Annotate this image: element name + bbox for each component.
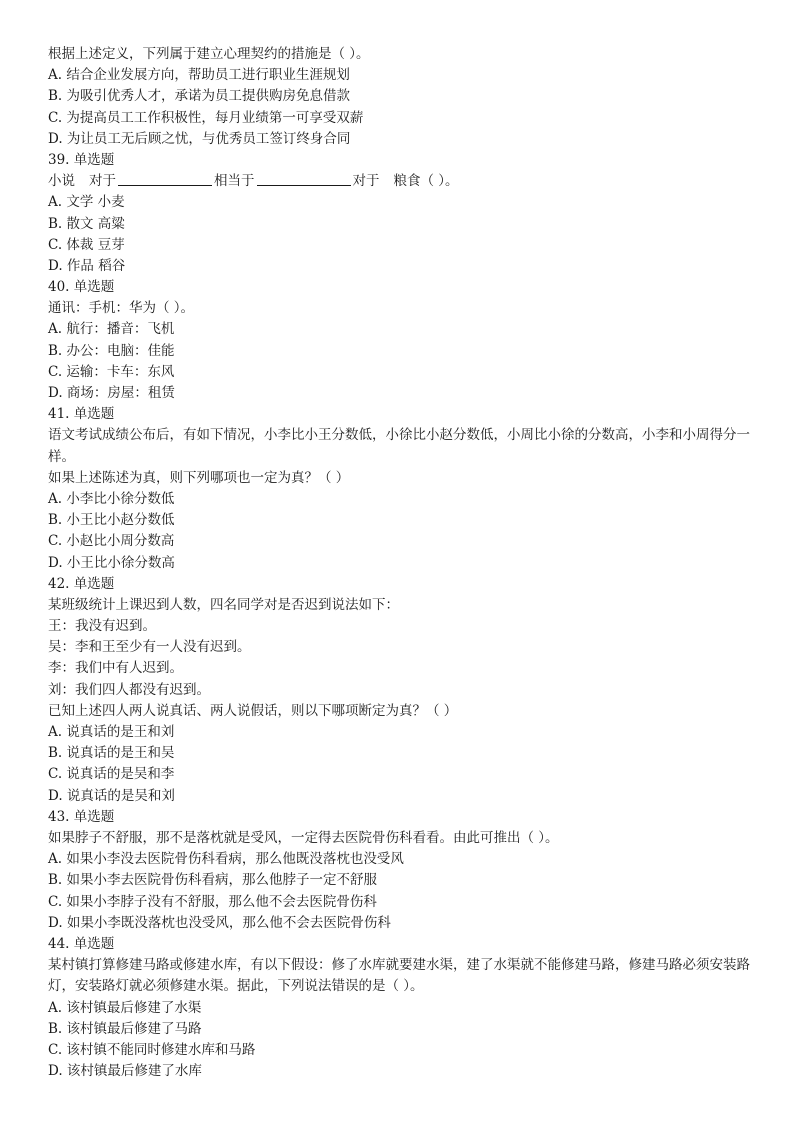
option-a: A. 如果小李没去医院骨伤科看病，那么他既没落枕也没受风 (48, 851, 404, 868)
option-b: B. 说真话的是王和吴 (48, 745, 175, 762)
option-c: C. 该村镇不能同时修建水库和马路 (48, 1041, 256, 1058)
option-d: D. 小王比小徐分数高 (48, 554, 175, 571)
option-d: D. 如果小李既没落枕也没受风，那么他不会去医院骨伤科 (48, 914, 391, 931)
question-stem: 根据上述定义，下列属于建立心理契约的措施是（ ）。 (48, 46, 370, 62)
question-stem: 某班级统计上课迟到人数，四名同学对是否迟到说法如下： (48, 596, 399, 613)
option-c: C. 说真话的是吴和李 (48, 766, 175, 783)
option-b: B. 该村镇最后修建了马路 (48, 1020, 202, 1037)
option-a: A. 结合企业发展方向，帮助员工进行职业生涯规划 (48, 67, 350, 84)
fill-blank (118, 172, 212, 186)
option-c: C. 小赵比小周分数高 (48, 533, 175, 550)
option-b: B. 如果小李去医院骨伤科看病，那么他脖子一定不舒服 (48, 872, 378, 889)
option-a: A. 说真话的是王和刘 (48, 724, 175, 741)
question-header: 40. 单选题 (48, 279, 115, 296)
question-prompt: 已知上述四人两人说真话、两人说假话，则以下哪项断定为真？（ ） (48, 702, 458, 719)
question-stem (48, 171, 800, 192)
fill-blank (257, 172, 351, 186)
statement: 刘：我们四人都没有迟到。 (48, 681, 210, 698)
option-c: C. 运输：卡车：东风 (48, 363, 175, 380)
option-c: C. 体裁 豆芽 (48, 236, 125, 253)
question-header: 42. 单选题 (48, 575, 115, 592)
option-b: B. 散文 高粱 (48, 215, 125, 232)
option-c: C. 如果小李脖子没有不舒服，那么他不会去医院骨伤科 (48, 893, 377, 910)
option-d: D. 该村镇最后修建了水库 (48, 1063, 202, 1080)
option-a: A. 小李比小徐分数低 (48, 490, 175, 507)
option-d: D. 为让员工无后顾之忧，与优秀员工签订终身合同 (48, 130, 351, 147)
option-b: B. 办公：电脑：佳能 (48, 342, 175, 359)
question-header: 44. 单选题 (48, 935, 115, 952)
stem-text: 相当于 (214, 173, 255, 190)
statement: 王：我没有迟到。 (48, 618, 156, 635)
stem-text: 对于 (89, 173, 116, 190)
option-a: A. 该村镇最后修建了水渠 (48, 999, 202, 1016)
question-stem: 如果脖子不舒服，那不是落枕就是受风，一定得去医院骨伤科看看。由此可推出（ ）。 (48, 829, 559, 846)
question-stem: 语文考试成绩公布后，有如下情况，小李比小王分数低，小徐比小赵分数低，小周比小徐的分数高，小李和小周得分一样。 (48, 427, 750, 465)
stem-word: 粮食（ ）。 (393, 173, 459, 190)
statement: 李：我们中有人迟到。 (48, 660, 183, 677)
option-d: D. 作品 稻谷 (48, 257, 126, 274)
question-header: 43. 单选题 (48, 808, 115, 825)
stem-word: 小说 (48, 173, 75, 190)
statement: 吴：李和王至少有一人没有迟到。 (48, 639, 251, 656)
option-b: B. 小王比小赵分数低 (48, 512, 175, 529)
stem-text: 对于 (352, 173, 380, 190)
question-stem: 某村镇打算修建马路或修建水库，有以下假设：修了水库就要建水渠，建了水渠就不能修建马路，修建马路必须安装路灯，安装路灯就必须修建水渠。据此，下列说法错误的是（ ）。 (48, 957, 750, 995)
question-stem: 通讯：手机：华为（ ）。 (48, 300, 195, 317)
option-c: C. 为提高员工工作积极性，每月业绩第一可享受双薪 (48, 109, 364, 126)
option-b: B. 为吸引优秀人才，承诺为员工提供购房免息借款 (48, 88, 351, 105)
question-header: 41. 单选题 (48, 406, 115, 423)
option-a: A. 文学 小麦 (48, 194, 125, 211)
question-header: 39. 单选题 (48, 151, 115, 168)
option-d: D. 商场：房屋：租赁 (48, 385, 175, 401)
option-d: D. 说真话的是吴和刘 (48, 787, 175, 804)
question-prompt: 如果上述陈述为真，则下列哪项也一定为真？（ ） (48, 469, 350, 486)
option-a: A. 航行：播音：飞机 (48, 321, 175, 338)
